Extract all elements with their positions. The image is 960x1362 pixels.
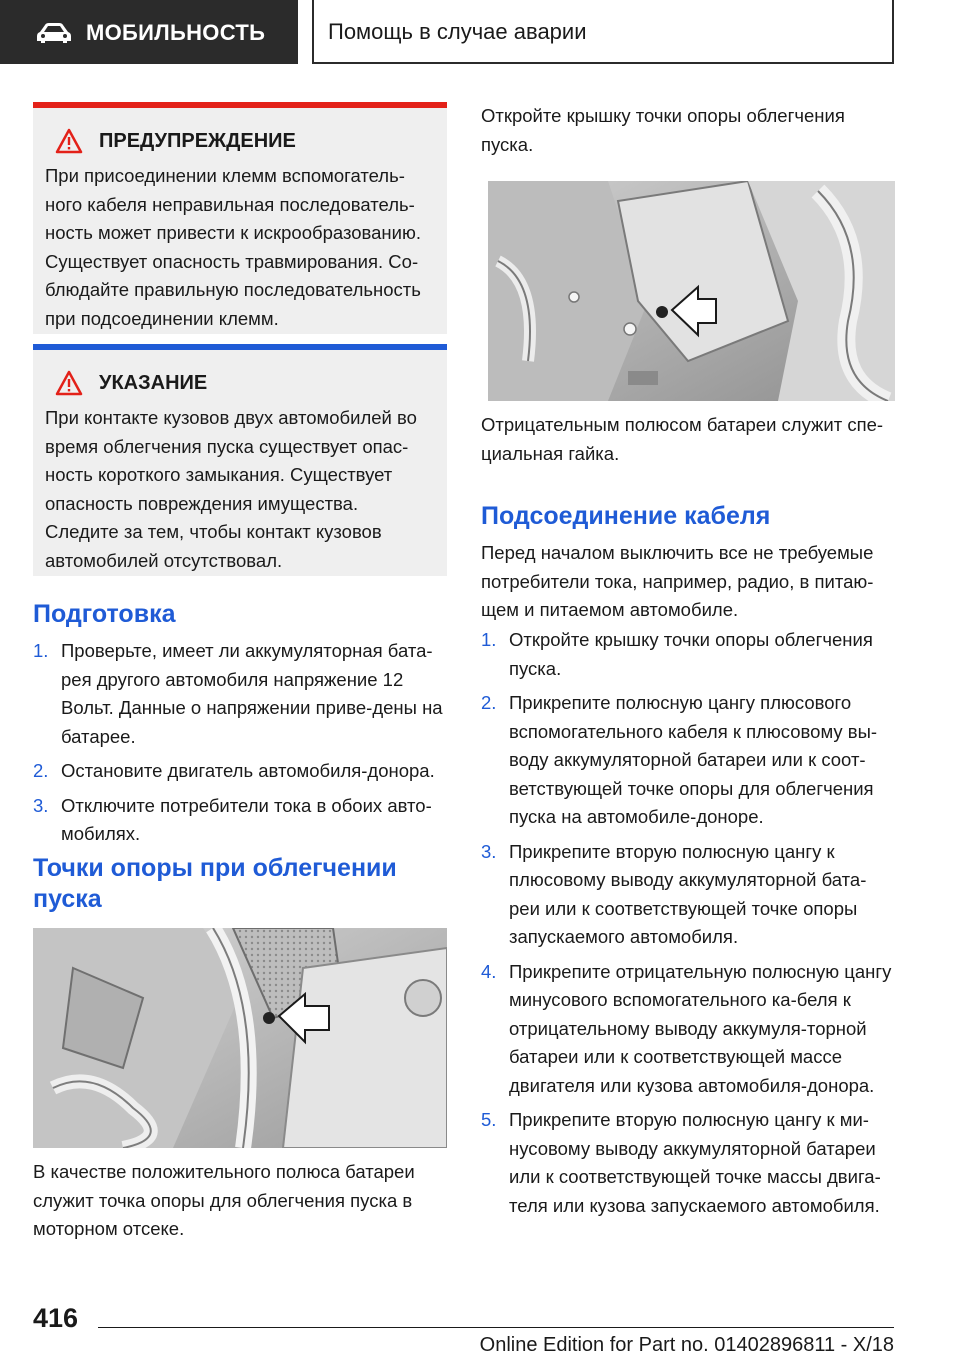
chapter-header (312, 0, 894, 64)
list-item: 1. Проверьте, имеет ли аккумуляторная бата-рея другого автомобиля напряжение 12 Вольт. Данные о напряжении приве-дены на батарее. (33, 640, 443, 747)
section-label: МОБИЛЬНОСТЬ (86, 20, 266, 45)
list-item: 5. Прикрепите вторую полюсную цангу к ми-нусовому выводу аккумуляторной батареи или к соответствующей точке массы двига-теля или кузова запускаемого автомобиля. (481, 1109, 881, 1216)
list-item: 2. Прикрепите полюсную цангу плюсового вспомогательного кабеля к плюсовому вы-воду аккумуляторной батареи или к соот-ветствующей точке опоры для облегчения пуска на автомобиле-доноре. (481, 692, 878, 827)
list-item: 3. Отключите потребители тока в обоих авто-мобилях. (33, 794, 432, 844)
cable-steps (481, 626, 895, 1226)
car-icon (36, 22, 72, 44)
warning-title: ПРЕДУПРЕЖДЕНИЕ (99, 129, 296, 152)
list-item: 4. Прикрепите отрицательную полюсную цангу минусового вспомогательного ка-беля к отрицательному выводу аккумуля-торной батареи или к соответствующей массе двигателя или кузова автомобиля-донора. (481, 960, 892, 1096)
open-cover-text: Откройте крышку точки опоры облегчения пуска. (481, 105, 845, 155)
list-item: 2. Остановите двигатель автомобиля-донора. (33, 760, 435, 781)
notice-text: При контакте кузовов двух автомобилей во время облегчения пуска существует опас-ность короткого замыкания. Существует опасность повреждения имущества. Следите за тем, чтобы контакт кузовов автомобилей отсутствовал. (45, 407, 417, 571)
jump-points-caption: В качестве положительного полюса батареи служит точка опоры для облегчения пуска в моторном отсеке. (33, 1161, 415, 1239)
ground-nut-photo (488, 181, 895, 401)
section-tab[interactable] (0, 0, 298, 64)
edition-note: Online Edition for Part no. 01402896811 - X/18 (479, 1334, 894, 1356)
page-number: 416 (33, 1303, 79, 1333)
preparation-heading: Подготовка (33, 600, 176, 628)
cable-heading: Подсоединение кабеля (481, 502, 771, 530)
jump-points-heading: Точки опоры при облегчении пуска (33, 854, 397, 913)
engine-bay-photo (33, 928, 447, 1148)
warning-triangle-icon (55, 128, 83, 154)
list-item: 3. Прикрепите вторую полюсную цангу к плюсовому выводу аккумуляторной бата-реи или к соответствующей точке опоры запускаемого автомобиля. (481, 840, 867, 947)
warning-box (33, 102, 447, 334)
ground-nut-caption: Отрицательным полюсом батареи служит спе-циальная гайка. (481, 414, 884, 464)
list-item: 1. Откройте крышку точки опоры облегчения пуска. (481, 629, 873, 679)
notice-title: УКАЗАНИЕ (99, 371, 208, 394)
notice-triangle-icon (55, 370, 83, 396)
notice-box (33, 344, 447, 576)
cable-intro: Перед началом выключить все не требуемые потребители тока, например, радио, в питаю-щем и питаемом автомобиле. (481, 542, 874, 620)
footer-divider (98, 1327, 894, 1328)
chapter-title: Помощь в случае аварии (328, 19, 587, 44)
warning-text: При присоединении клемм вспомогатель-ного кабеля неправильная последователь-ность может привести к искрообразованию. Существует опасность травмирования. Со-блюдайте правильную последовательность при подсоединении клемм. (45, 165, 421, 329)
preparation-steps (33, 637, 447, 855)
